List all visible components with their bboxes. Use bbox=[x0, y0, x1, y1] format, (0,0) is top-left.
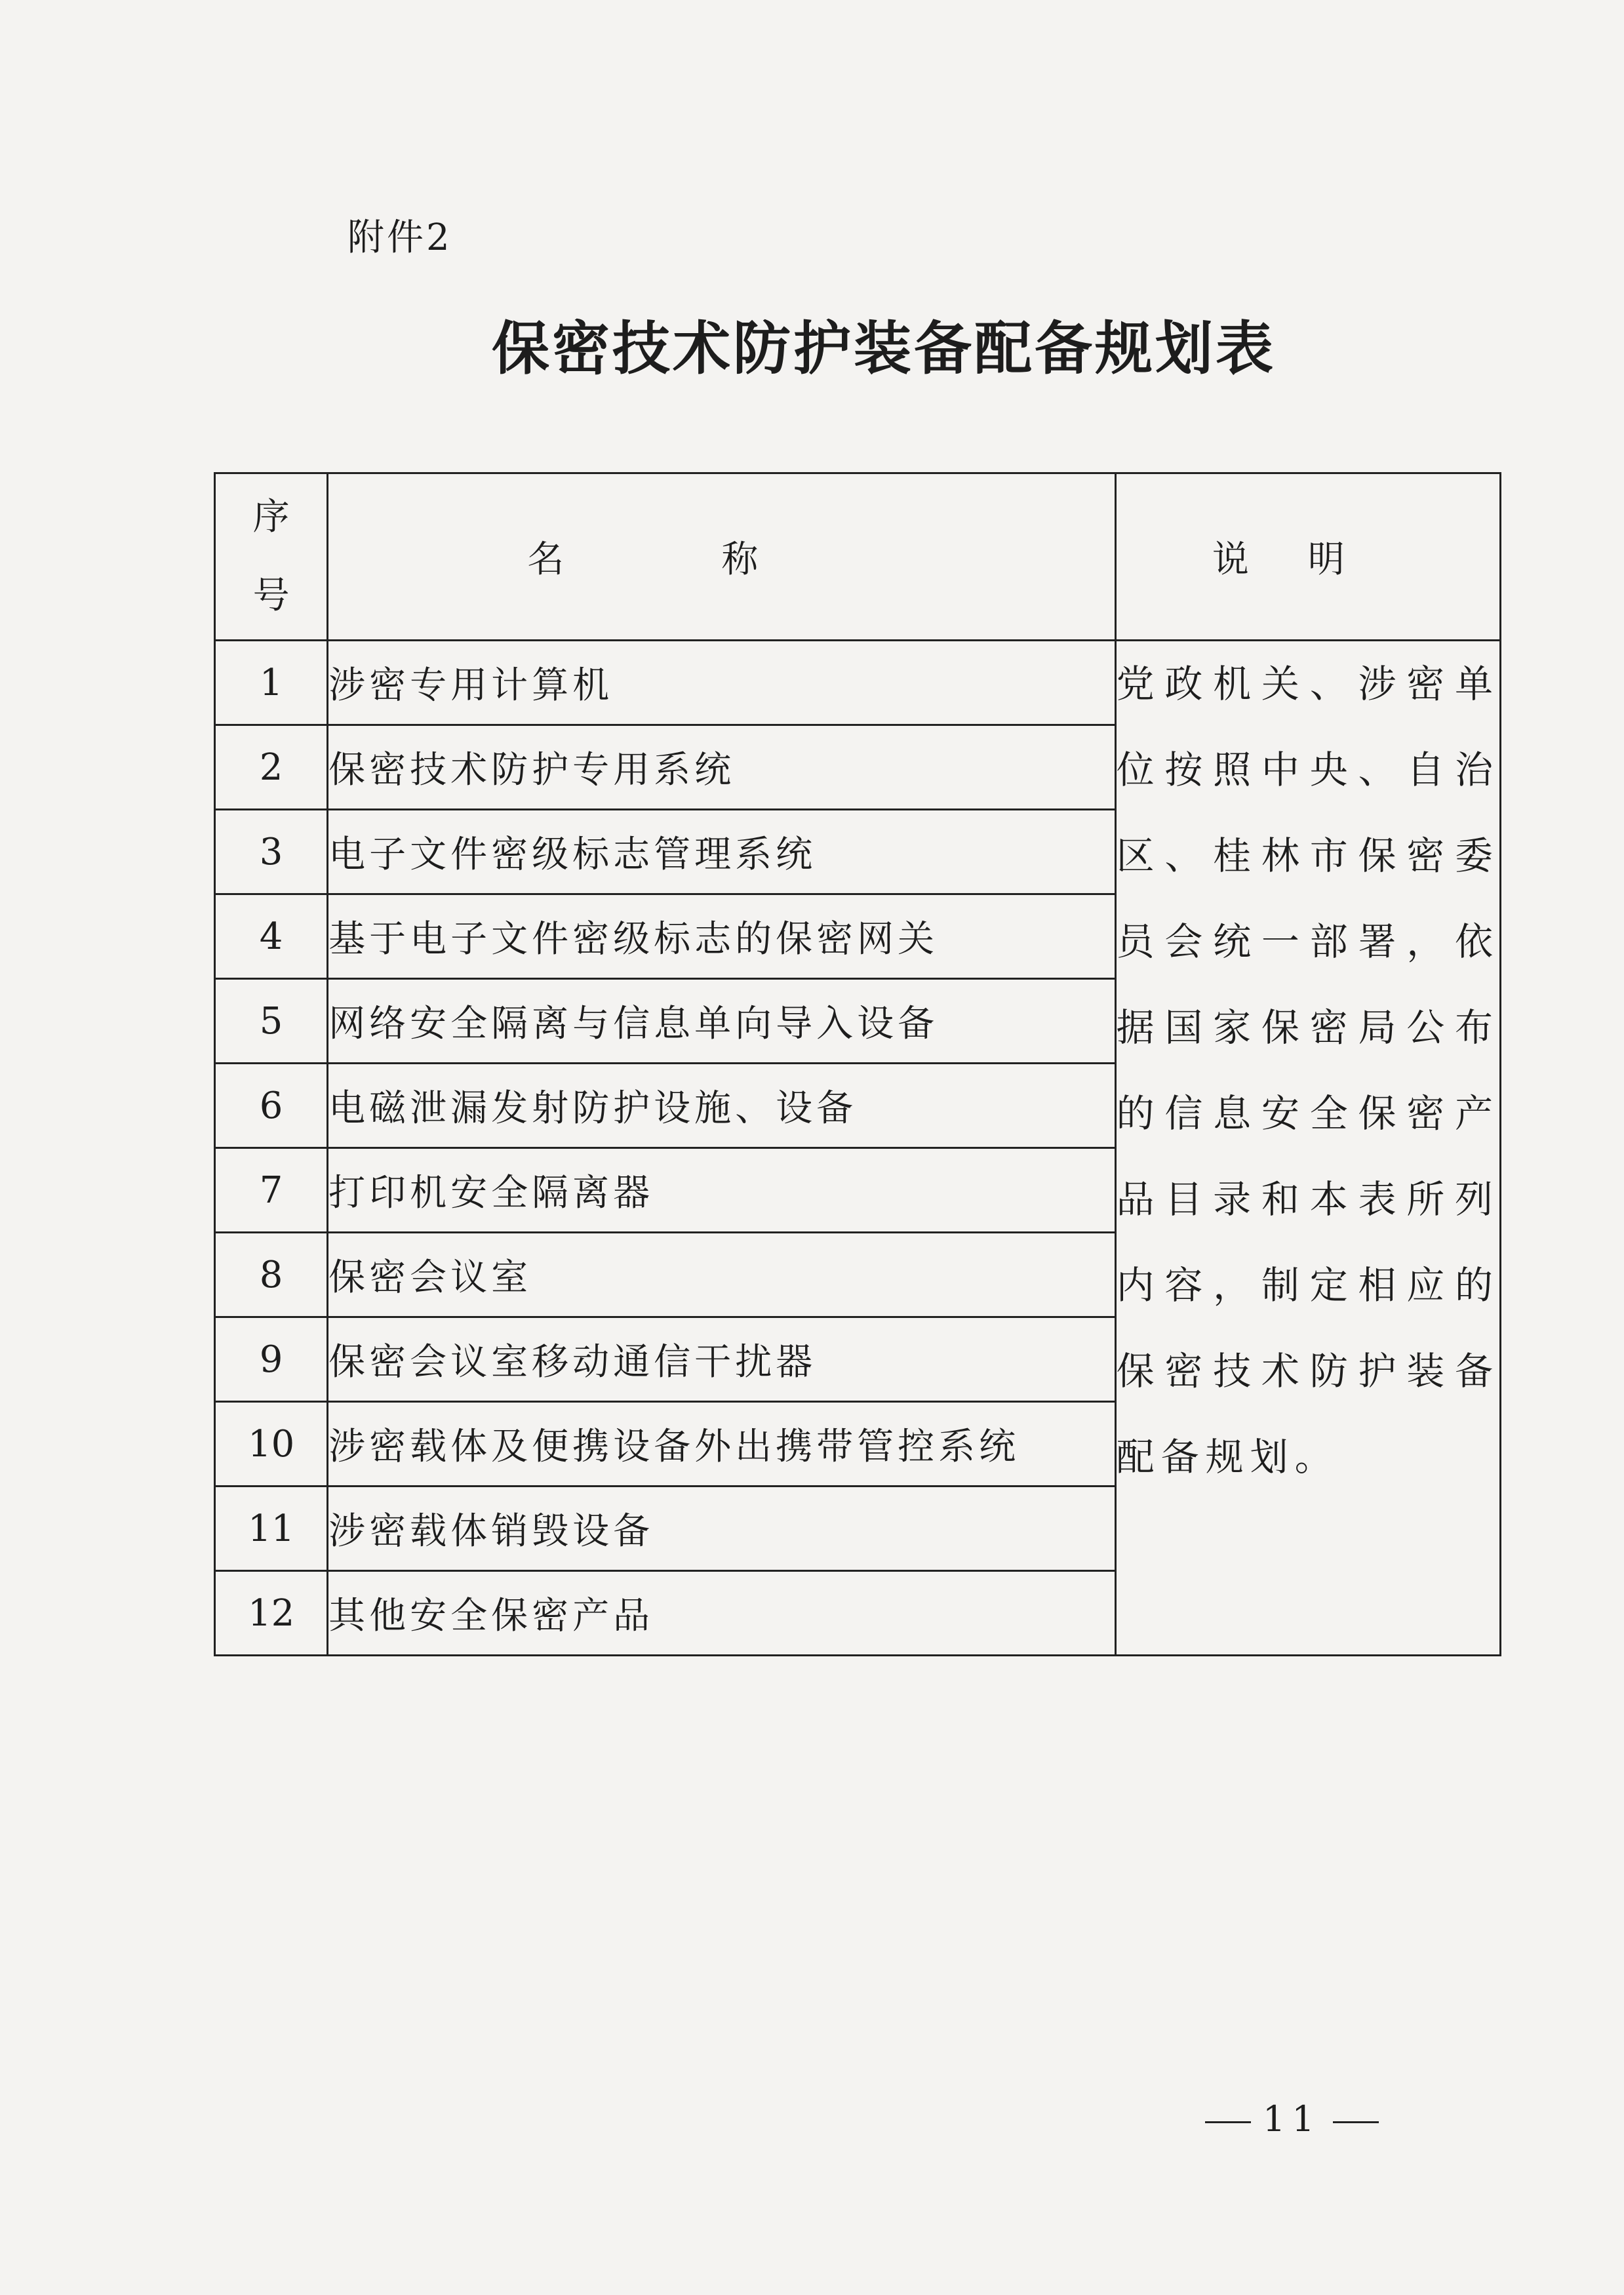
page-number-value: 11 bbox=[1263, 2098, 1321, 2140]
row-name: 电磁泄漏发射防护设施、设备 bbox=[328, 1064, 1115, 1148]
header-name: 名称 bbox=[328, 473, 1115, 641]
row-seq: 11 bbox=[215, 1487, 328, 1571]
row-name: 电子文件密级标志管理系统 bbox=[328, 810, 1115, 894]
row-seq: 7 bbox=[215, 1148, 328, 1233]
row-seq: 5 bbox=[215, 979, 328, 1064]
page-title: 保密技术防护装备配备规划表 bbox=[492, 314, 1277, 382]
equipment-plan-table bbox=[214, 472, 1501, 1656]
row-seq: 8 bbox=[215, 1233, 328, 1317]
row-name: 打印机安全隔离器 bbox=[328, 1148, 1115, 1233]
row-seq: 9 bbox=[215, 1317, 328, 1402]
row-name: 保密会议室移动通信干扰器 bbox=[328, 1317, 1115, 1402]
row-seq: 1 bbox=[215, 641, 328, 725]
row-seq: 3 bbox=[215, 810, 328, 894]
row-seq: 4 bbox=[215, 894, 328, 979]
table-row bbox=[215, 641, 1501, 725]
header-description: 说明 bbox=[1115, 473, 1500, 641]
row-name: 涉密专用计算机 bbox=[328, 641, 1115, 725]
header-seq-line2: 号 bbox=[252, 574, 290, 617]
row-name: 涉密载体及便携设备外出携带管控系统 bbox=[328, 1402, 1115, 1487]
row-name: 其他安全保密产品 bbox=[328, 1571, 1115, 1656]
row-name: 保密会议室 bbox=[328, 1233, 1115, 1317]
page-number bbox=[1193, 2098, 1391, 2140]
row-seq: 10 bbox=[215, 1402, 328, 1487]
header-seq bbox=[215, 473, 328, 641]
attachment-label: 附件2 bbox=[347, 216, 452, 259]
row-name: 基于电子文件密级标志的保密网关 bbox=[328, 894, 1115, 979]
header-seq-line1: 序 bbox=[252, 496, 290, 538]
row-seq: 6 bbox=[215, 1064, 328, 1148]
row-name: 保密技术防护专用系统 bbox=[328, 725, 1115, 810]
row-seq: 2 bbox=[215, 725, 328, 810]
description-cell: 党政机关、涉密单位按照中央、自治区、桂林市保密委员会统一部署，依据国家保密局公布的信息安全保密产品目录和本表所列内容，制定相应的保密技术防护装备配备规划。 bbox=[1115, 641, 1500, 1656]
row-seq: 12 bbox=[215, 1571, 328, 1656]
page-number-dash-left bbox=[1205, 2121, 1251, 2123]
page-number-dash-right bbox=[1333, 2121, 1379, 2123]
table-header-row bbox=[215, 473, 1501, 641]
row-name: 涉密载体销毁设备 bbox=[328, 1487, 1115, 1571]
row-name: 网络安全隔离与信息单向导入设备 bbox=[328, 979, 1115, 1064]
